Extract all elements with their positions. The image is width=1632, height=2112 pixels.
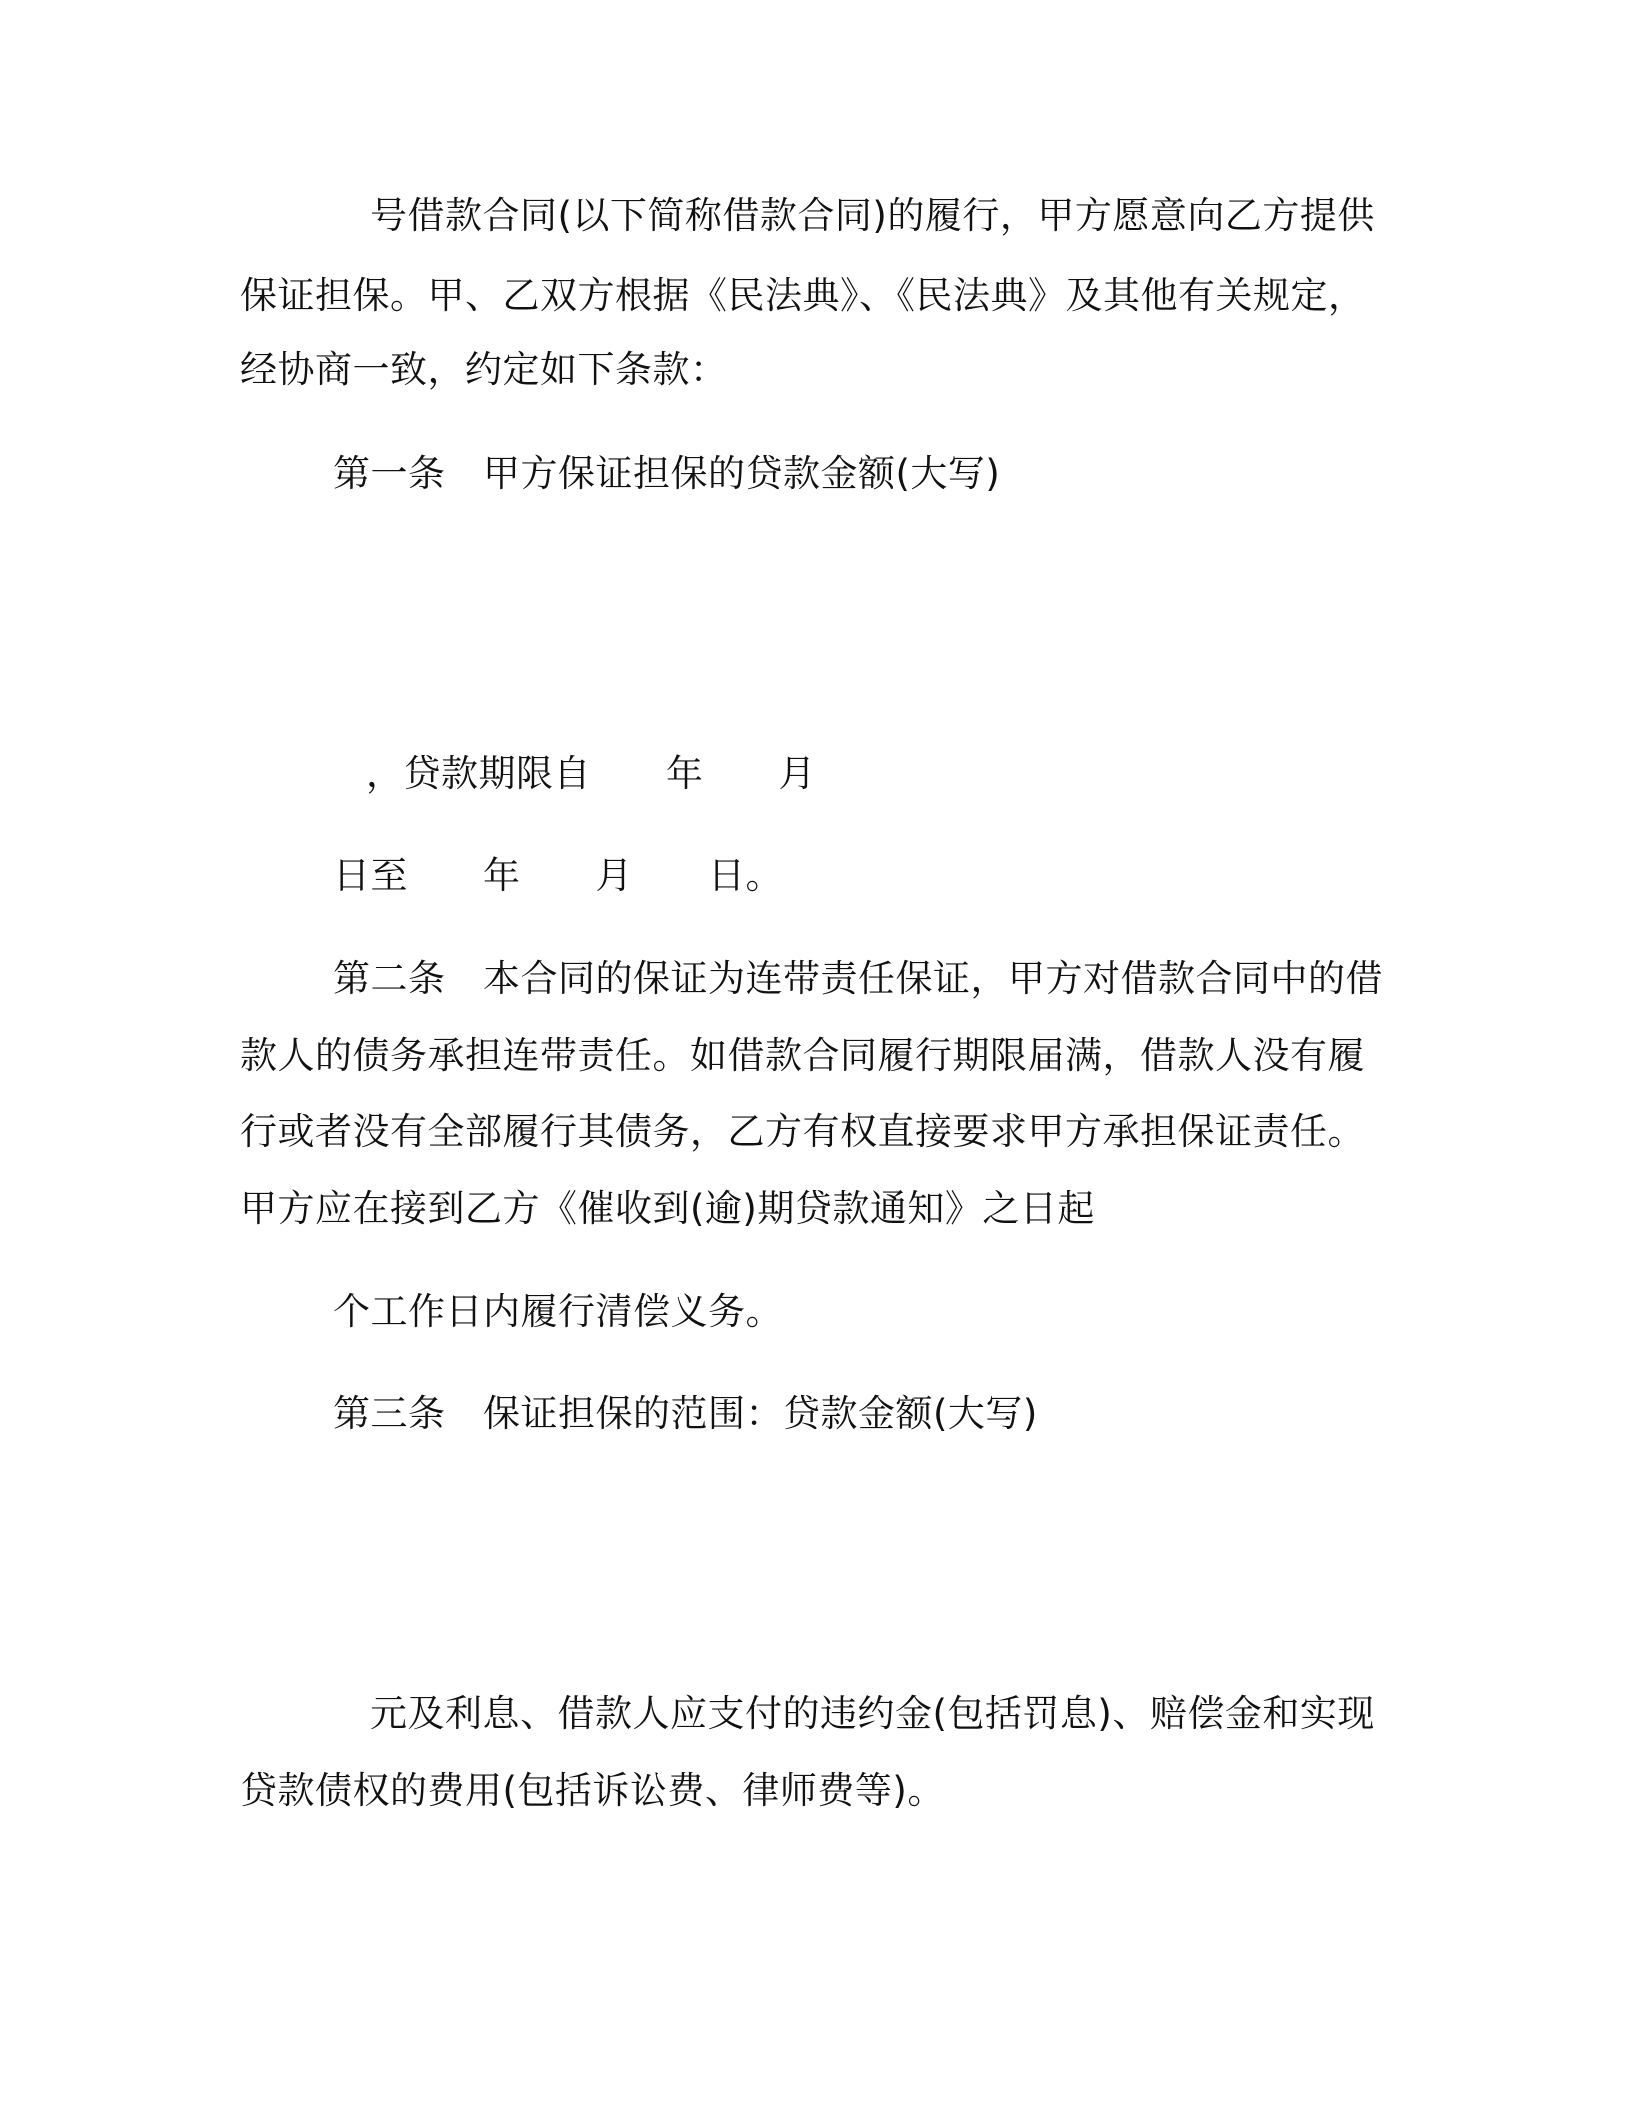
text-line-1: 号借款合同(以下简称借款合同)的履行，甲方愿意向乙方提供 — [370, 194, 1375, 237]
article-3-heading: 第三条 保证担保的范围：贷款金额(大写) — [333, 1392, 1038, 1435]
text-line-article-3-cont-1: 元及利息、借款人应支付的违约金(包括罚息)、赔偿金和实现 — [370, 1692, 1375, 1735]
text-line-2: 保证担保。甲、乙双方根据《民法典》、《民法典》及其他有关规定， — [240, 274, 1366, 317]
article-1-heading: 第一条 甲方保证担保的贷款金额(大写) — [333, 452, 1001, 495]
text-line-3: 经协商一致，约定如下条款： — [240, 348, 728, 391]
text-line-article-3-cont-2: 贷款债权的费用(包括诉讼费、律师费等)。 — [240, 1769, 945, 1812]
text-line-article-2-cont-2: 行或者没有全部履行其债务，乙方有权直接要求甲方承担保证责任。 — [240, 1110, 1365, 1153]
text-line-article-2-cont-1: 款人的债务承担连带责任。如借款合同履行期限届满，借款人没有履 — [240, 1034, 1365, 1077]
text-line-loan-term: ，贷款期限自 年 月 — [366, 752, 816, 795]
text-line-workdays: 个工作日内履行清偿义务。 — [333, 1290, 783, 1333]
text-line-date-range: 日至 年 月 日。 — [333, 854, 783, 897]
text-line-article-2-cont-3: 甲方应在接到乙方《催收到(逾)期贷款通知》之日起 — [240, 1187, 1095, 1230]
article-2-heading: 第二条 本合同的保证为连带责任保证，甲方对借款合同中的借 — [333, 957, 1383, 1000]
